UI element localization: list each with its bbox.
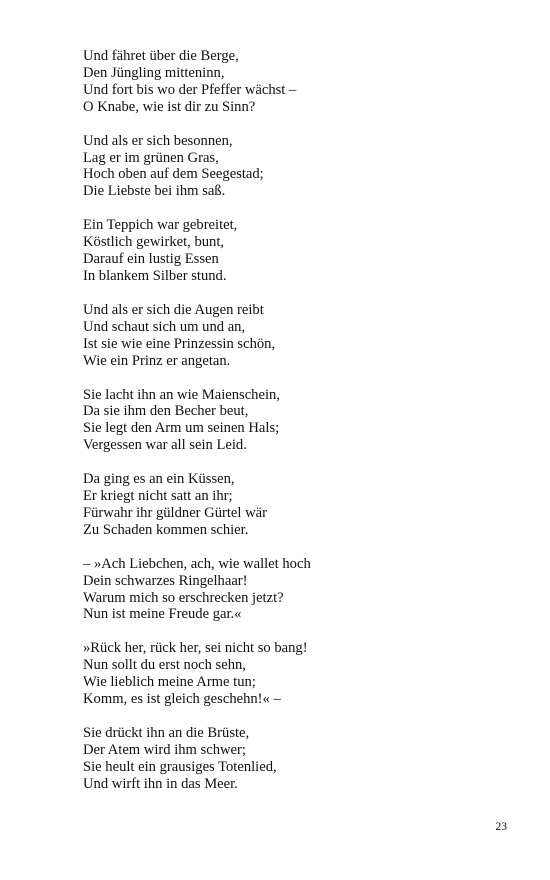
stanza-7: [83, 556, 523, 624]
poem-line: Der Atem wird ihm schwer;: [83, 741, 246, 758]
stanza-9: [83, 725, 523, 793]
poem-line: Und wirft ihn in das Meer.: [83, 775, 238, 792]
poem-line: Komm, es ist gleich geschehn!« –: [83, 691, 281, 708]
poem-line: Köstlich gewirket, bunt,: [83, 234, 225, 251]
poem-line: Und schaut sich um und an,: [83, 318, 246, 335]
poem-line: Nun ist meine Freude gar.«: [83, 606, 242, 623]
poem-line: Und fort bis wo der Pfeffer wächst –: [83, 81, 297, 98]
poem-line: Zu Schaden kommen schier.: [83, 521, 249, 538]
poem-line: Da ging es an ein Küssen,: [83, 471, 235, 488]
poem-line: Sie drückt ihn an die Brüste,: [83, 725, 250, 741]
poem-line: Hoch oben auf dem Seegestad;: [83, 166, 264, 183]
poem-line: Ein Teppich war gebreitet,: [83, 217, 238, 234]
stanza-6: [83, 471, 523, 539]
poem-line: Nun sollt du erst noch sehn,: [83, 657, 246, 674]
stanza-3: [83, 217, 523, 285]
poem-line: Er kriegt nicht satt an ihr;: [83, 488, 233, 505]
stanza-5: [83, 387, 523, 455]
poem-line: Und als er sich die Augen reibt: [83, 301, 264, 318]
stanza-1: [83, 48, 523, 116]
poem-line: Sie lacht ihn an wie Maienschein,: [83, 386, 280, 403]
poem-line: Und fähret über die Berge,: [83, 48, 239, 64]
poem-line: O Knabe, wie ist dir zu Sinn?: [83, 98, 256, 115]
poem-line: »Rück her, rück her, sei nicht so bang!: [83, 640, 308, 657]
poem-line: Den Jüngling mitteninn,: [83, 64, 225, 81]
poem-line: Sie heult ein grausiges Totenlied,: [83, 758, 277, 775]
page-number: 23: [495, 821, 507, 833]
stanza-4: [83, 302, 523, 370]
poem-line: Fürwahr ihr güldner Gürtel wär: [83, 504, 267, 521]
poem-line: Da sie ihm den Becher beut,: [83, 403, 249, 420]
poem-line: Die Liebste bei ihm saß.: [83, 183, 226, 200]
poem-line: Wie lieblich meine Arme tun;: [83, 674, 256, 691]
poem-line: Ist sie wie eine Prinzessin schön,: [83, 335, 276, 352]
poem-text: [83, 48, 523, 810]
poem-line: Und als er sich besonnen,: [83, 132, 233, 149]
poem-line: – »Ach Liebchen, ach, wie wallet hoch: [83, 555, 311, 572]
stanza-8: [83, 640, 523, 708]
poem-line: Darauf ein lustig Essen: [83, 251, 219, 268]
poem-line: Lag er im grünen Gras,: [83, 149, 219, 166]
poem-line: Warum mich so erschrecken jetzt?: [83, 589, 284, 606]
stanza-2: [83, 133, 523, 201]
poem-line: Vergessen war all sein Leid.: [83, 437, 247, 454]
poem-line: Wie ein Prinz er angetan.: [83, 352, 231, 369]
poem-line: Dein schwarzes Ringelhaar!: [83, 572, 248, 589]
poem-line: In blankem Silber stund.: [83, 267, 227, 284]
poem-line: Sie legt den Arm um seinen Hals;: [83, 420, 280, 437]
